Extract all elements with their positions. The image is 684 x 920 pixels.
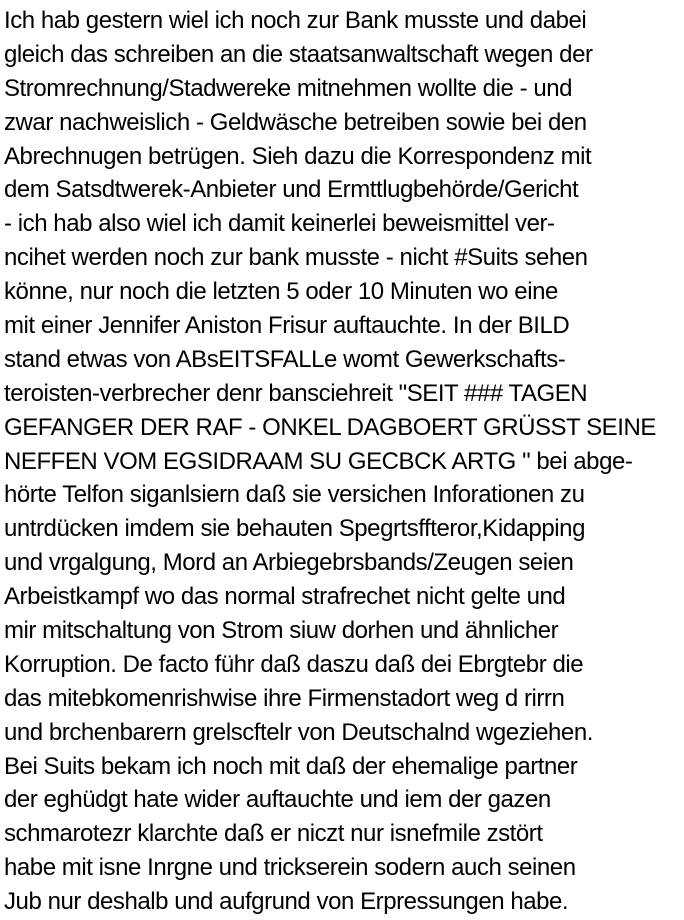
- text-line: Jub nur deshalb und aufgrund von Erpressungen habe.: [4, 888, 569, 916]
- text-line: Abrechnugen betrügen. Sieh dazu die Korrespondenz mit: [4, 142, 592, 170]
- text-line: gleich das schreiben an die staatsanwaltschaft wegen der: [4, 40, 593, 68]
- text-line: ncihet werden noch zur bank musste - nicht #Suits sehen: [4, 244, 588, 272]
- text-line: Korruption. De facto führ daß daszu daß dei Ebrgtebr die: [4, 650, 584, 678]
- text-line: könne, nur noch die letzten 5 oder 10 Minuten wo eine: [4, 278, 558, 306]
- text-line: der eghüdgt hate wider auftauchte und iem der gazen: [4, 786, 551, 814]
- text-line: Ich hab gestern wiel ich noch zur Bank musste und dabei: [4, 7, 587, 34]
- text-line: das mitebkomenrishwise ihre Firmenstadort weg d rirrn: [4, 684, 565, 712]
- text-line: habe mit isne Inrgne und trickserein sodern auch seinen: [4, 854, 576, 882]
- text-line: schmarotezr klarchte daß er niczt nur isnefmile zstört: [4, 820, 543, 848]
- text-line: und vrgalgung, Mord an Arbiegebrsbands/Zeugen seien: [4, 549, 574, 577]
- text-line: - ich hab also wiel ich damit keinerlei beweismittel ver-: [4, 210, 555, 238]
- text-line: hörte Telfon siganlsiern daß sie versichen Inforationen zu: [4, 481, 585, 509]
- text-line: mir mitschaltung von Strom siuw dorhen und ähnlicher: [4, 617, 559, 645]
- text-line: untrdücken imdem sie behauten Spegrtsffteror,Kidapping: [4, 515, 585, 543]
- text-line: zwar nachweislich - Geldwäsche betreiben sowie bei den: [4, 108, 587, 136]
- text-line: NEFFEN VOM EGSIDRAAM SU GECBCK ARTG " bei abge-: [4, 447, 633, 475]
- text-line: dem Satsdtwerek-Anbieter und Ermttlugbehörde/Gericht: [4, 176, 579, 204]
- text-line: teroisten-verbrecher denr bansciehreit "SEIT ### TAGEN: [4, 379, 588, 407]
- text-line: mit einer Jennifer Aniston Frisur auftauchte. In der BILD: [4, 312, 570, 340]
- text-line: GEFANGER DER RAF - ONKEL DAGBOERT GRÜSST SEINE: [4, 413, 656, 441]
- text-line: Stromrechnung/Stadwereke mitnehmen wollte die - und: [4, 74, 573, 102]
- text-line: Bei Suits bekam ich noch mit daß der ehemalige partner: [4, 752, 578, 780]
- text-line: stand etwas von ABsEITSFALLe womt Gewerkschafts-: [4, 345, 566, 373]
- text-line: Arbeistkampf wo das normal strafrechet nicht gelte und: [4, 583, 566, 611]
- text-line: und brchenbarern grelscftelr von Deutschalnd wgeziehen.: [4, 718, 593, 746]
